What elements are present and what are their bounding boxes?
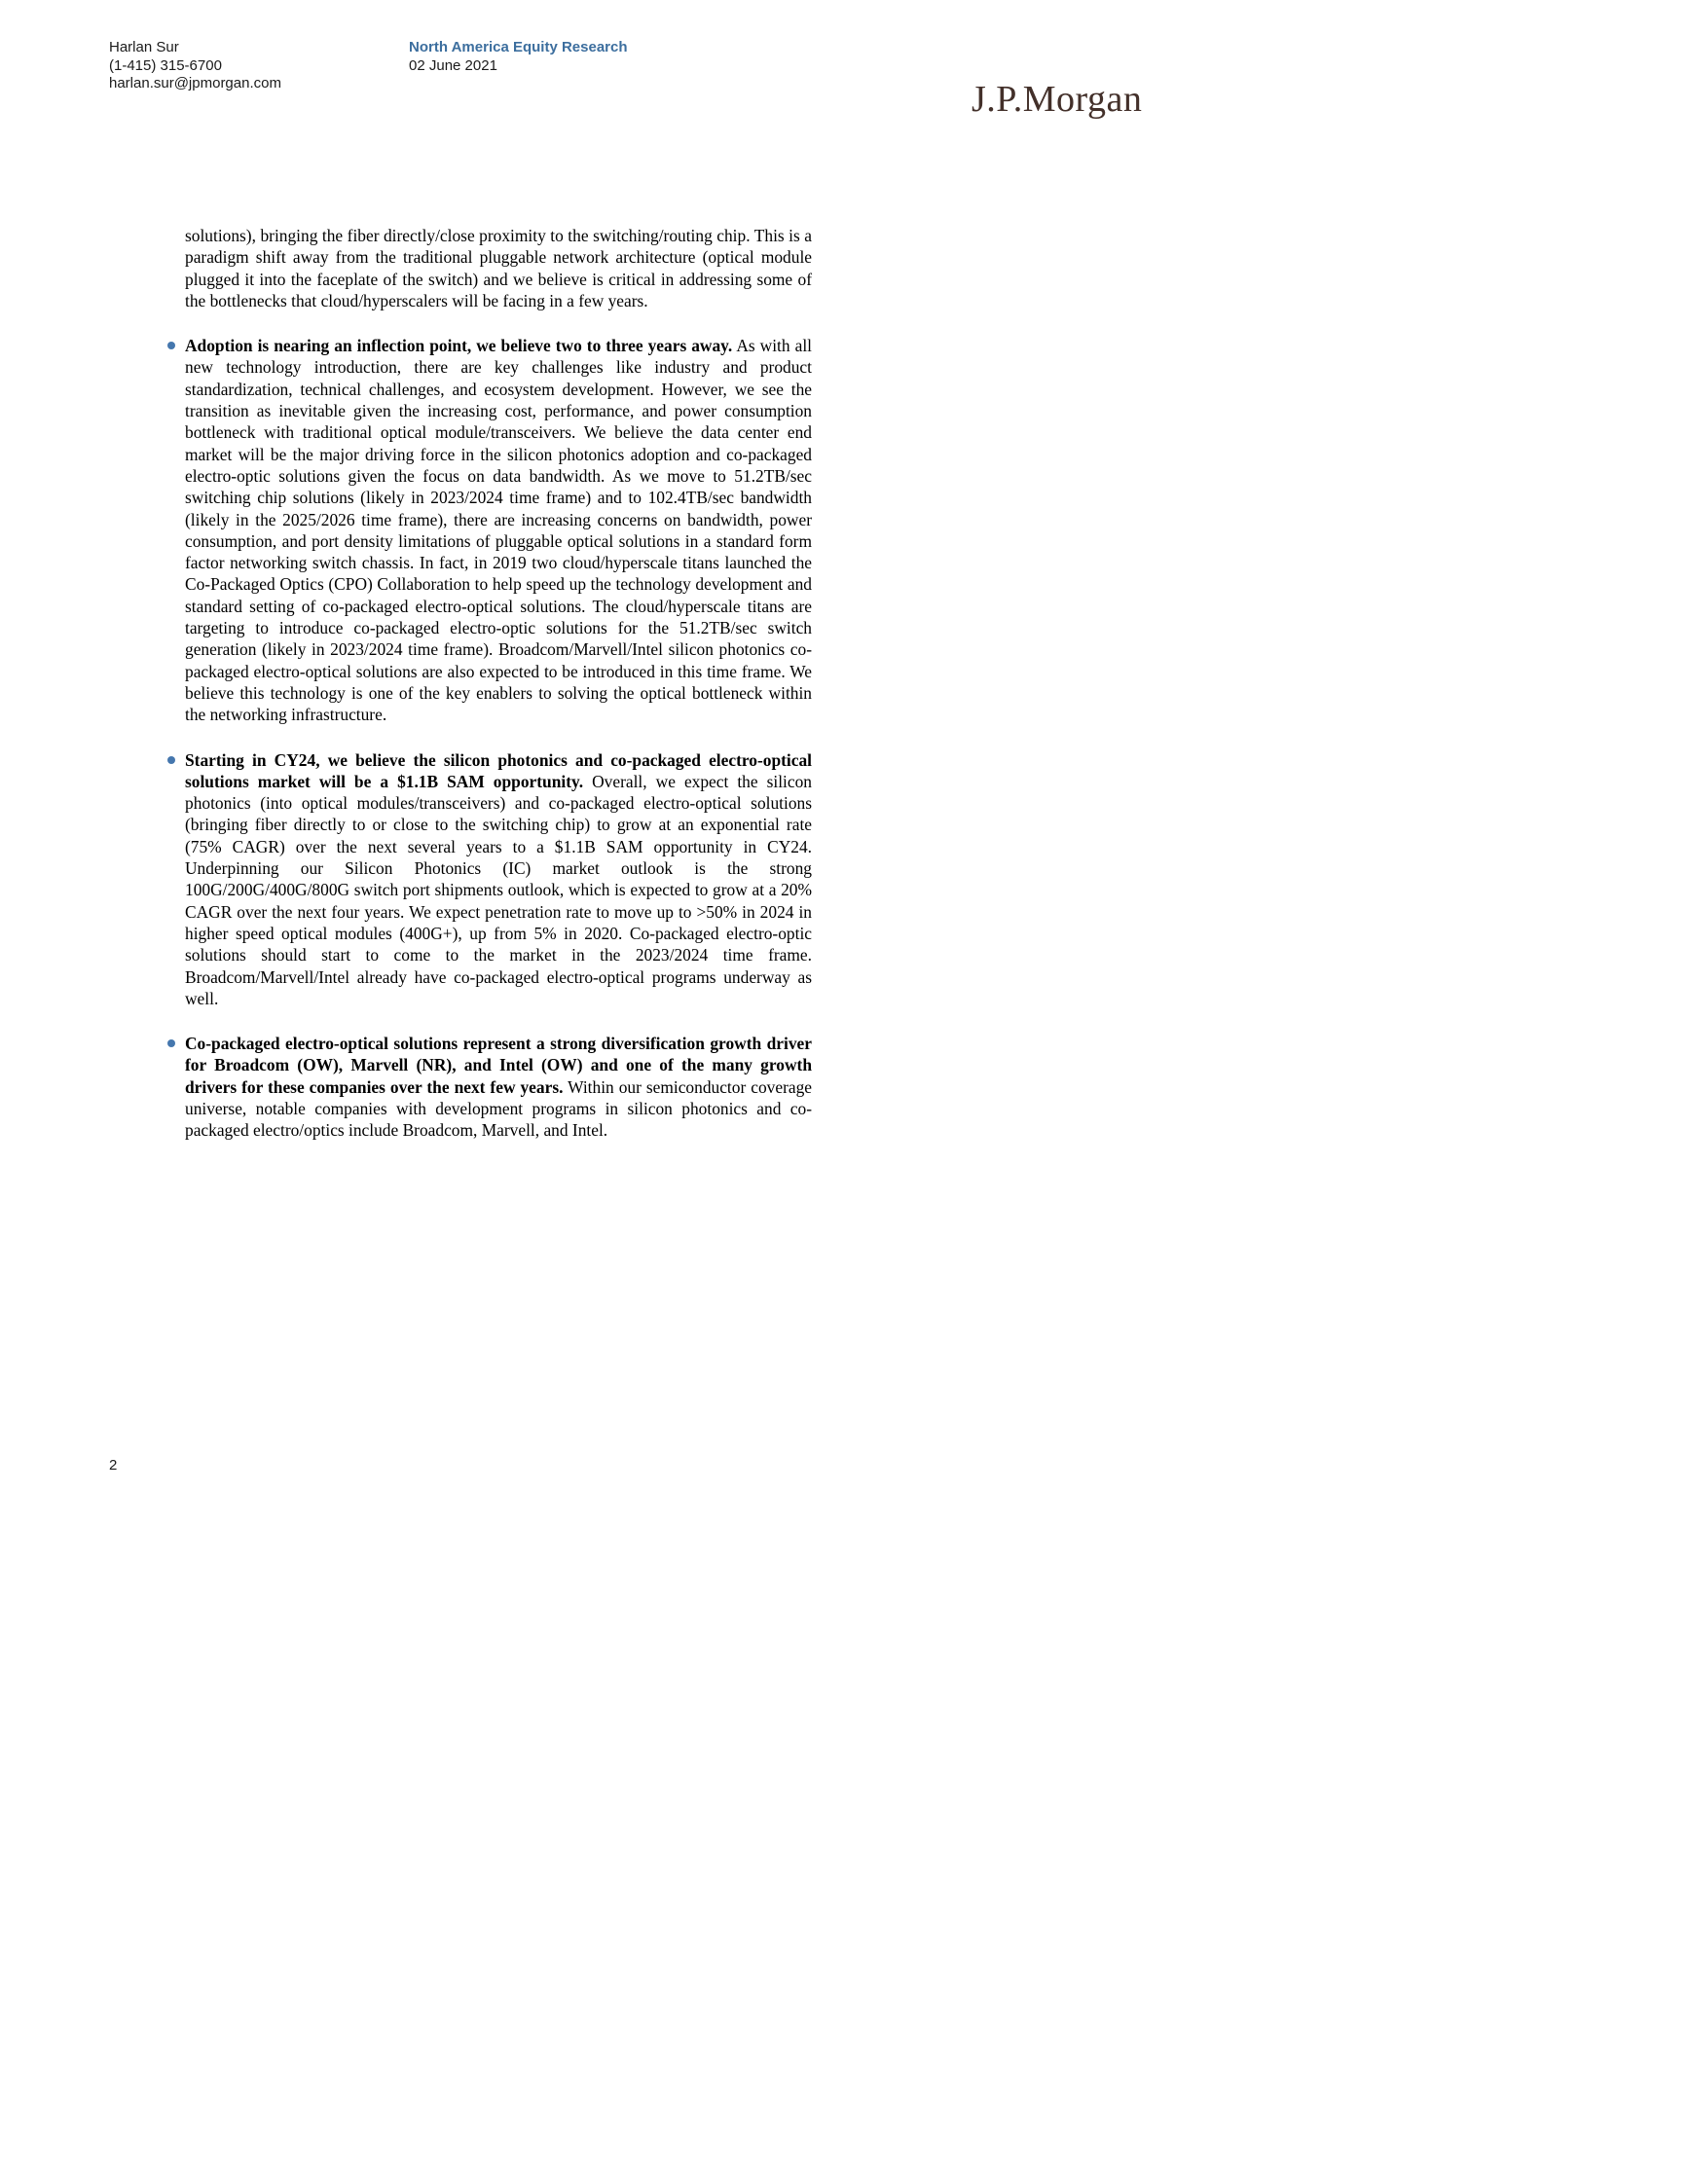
bullet-item-diversification (185, 1033, 812, 1141)
research-title: North America Equity Research (409, 39, 628, 55)
bullet-item-sam-opportunity (185, 749, 812, 1010)
analyst-name: Harlan Sur (109, 39, 179, 55)
bullet-icon (167, 342, 175, 349)
jpmorgan-logo: J.P.Morgan (972, 79, 1143, 120)
bullet-text: Overall, we expect the silicon photonics (into optical modules/transceivers) and co-packaged electro-optical solutions (bringing fiber directly to or close to the switching chip) to grow at an exponential rate (75% CAGR) over the next several years to a $1.1B SAM opportunity in CY24. Underpinning our Silicon Photonics (IC) market outlook is the strong 100G/200G/400G/800G switch port shipments outlook, which is expected to grow at a 20% CAGR over the next four years. We expect penetration rate to move up to >50% in 2024 in higher speed optical modules (400G+), up from 5% in 2020. Co-packaged electro-optic solutions should start to come to the market in the 2023/2024 time frame. Broadcom/Marvell/Intel already have co-packaged electro-optical programs underway as well. (185, 771, 812, 1008)
bullet-icon (167, 1039, 175, 1047)
research-date: 02 June 2021 (409, 56, 497, 74)
intro-paragraph: solutions), bringing the fiber directly/close proximity to the switching/routing chip. This is a paradigm shift away from the traditional pluggable network architecture (optical module plugged it into the faceplate of the switch) and we believe is critical in addressing some of the bottlenecks that cloud/hyperscalers will be facing in a few years. (185, 226, 812, 310)
research-header-block (409, 39, 628, 75)
analyst-email: harlan.sur@jpmorgan.com (109, 75, 281, 91)
bullet-lead: Adoption is nearing an inflection point, we believe two to three years away. (185, 336, 733, 356)
bullet-paragraph (185, 335, 812, 725)
bullet-paragraph (185, 749, 812, 1010)
analyst-phone: (1-415) 315-6700 (109, 56, 222, 74)
bullet-lead: Starting in CY24, we believe the silicon photonics and co-packaged electro-optical solutions market will be a $1.1B SAM opportunity. (185, 749, 812, 791)
bullet-lead: Co-packaged electro-optical solutions represent a strong diversification growth driver for Broadcom (OW), Marvell (NR), and Intel (OW) and one of the many growth drivers for these companies over the next few years. (185, 1034, 812, 1097)
document-body (185, 225, 812, 1142)
bullet-text: As with all new technology introduction, there are key challenges like industry and product standardization, technical challenges, and ecosystem development. However, we see the transition as inevitable given the increasing cost, performance, and power consumption bottleneck with traditional optical module/transceivers. We believe the data center end market will be the major driving force in the silicon photonics adoption and co-packaged electro-optic solutions given the focus on data bandwidth. As we move to 51.2TB/sec switching chip solutions (likely in 2023/2024 time frame) and to 102.4TB/sec bandwidth (likely in the 2025/2026 time frame), there are increasing concerns on bandwidth, power consumption, and port density limitations of pluggable optical solutions in a standard form factor networking switch chassis. In fact, in 2019 two cloud/hyperscale titans launched the Co-Packaged Optics (CPO) Collaboration to help speed up the technology development and standard setting of co-packaged electro-optical solutions. The cloud/hyperscale titans are targeting to introduce co-packaged electro-optic solutions for the 51.2TB/sec switch generation (likely in 2023/2024 time frame). Broadcom/Marvell/Intel silicon photonics co-packaged electro-optical solutions are also expected to be introduced in this time frame. We believe this technology is one of the key enablers to solving the optical bottleneck within the networking infrastructure. (185, 336, 812, 725)
bullet-text: Within our semiconductor coverage universe, notable companies with development programs in silicon photonics and co-packaged electro/optics include Broadcom, Marvell, and Intel. (185, 1076, 812, 1141)
bullet-item-adoption (185, 335, 812, 725)
analyst-contact-block (109, 39, 281, 93)
page-number: 2 (109, 1457, 118, 1474)
bullet-icon (167, 756, 175, 764)
bullet-paragraph (185, 1033, 812, 1141)
